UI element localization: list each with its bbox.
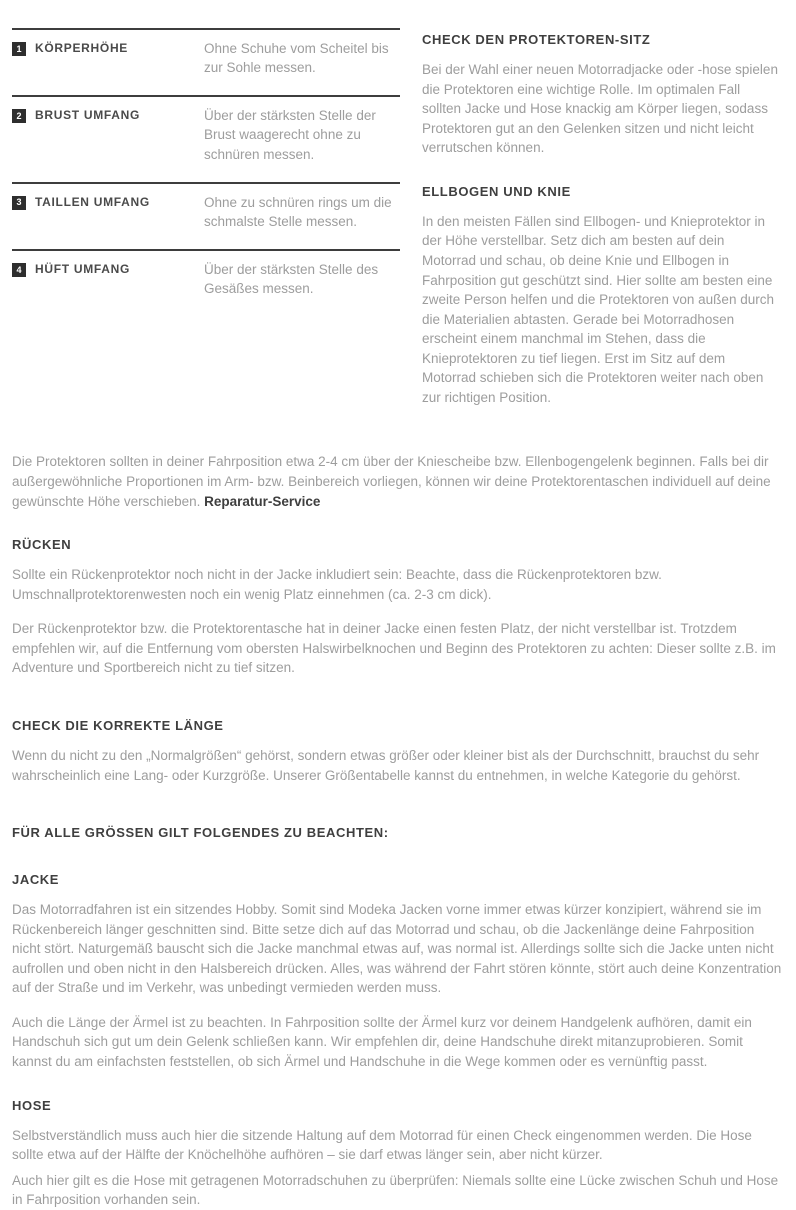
table-row bbox=[12, 249, 400, 316]
protektoren-sitz-paragraph: Bei der Wahl einer neuen Motorradjacke oder -hose spielen die Protektoren eine wichtige Rolle. Im optimalen Fall sollten Jacke und Hose knackig am Körper liegen, sodass Protektoren gut an den Gelenken sitzen und nicht leicht verrutschen können. bbox=[422, 62, 778, 156]
section-heading-alle-groessen: FÜR ALLE GRÖSSEN GILT FOLGENDES ZU BEACHTEN: bbox=[12, 825, 389, 841]
korrekte-laenge-paragraph: Wenn du nicht zu den „Normalgrößen“ gehörst, sondern etwas größer oder kleiner bist als der Durchschnitt, brauchst du sehr wahrscheinlich eine Lang- oder Kurzgröße. Unserer Größentabelle kannst du entnehmen, in welche Kategorie du gehörst. bbox=[12, 747, 760, 783]
jacke-paragraph-1: Das Motorradfahren ist ein sitzendes Hobby. Somit sind Modeka Jacken vorne immer etwas kürzer konzipiert, während sie im Rückenbereich länger geschnitten sind. Bitte setze dich auf das Motorrad und schau, ob die Jackenlänge deine Fahrposition nicht stört. Naturgemäß bauscht sich die Jacke manchmal etwas auf, was normal ist. Allerdings sollte sich die Jacke unten nicht aufrollen und oben nicht in den Halsbereich drücken. Alles, was während der Fahrt stören könnte, stört auch deine Konzentration auf der Straße und im Verkehr, was unbedingt vermieden werden muss. bbox=[12, 902, 782, 996]
measurement-description: Über der stärksten Stelle des Gesäßes messen. bbox=[204, 262, 379, 297]
measurement-label: KÖRPERHÖHE bbox=[35, 41, 129, 55]
section-heading-ellbogen-knie: ELLBOGEN UND KNIE bbox=[422, 183, 571, 199]
hose-paragraph-1: Selbstverständlich muss auch hier die sitzende Haltung auf dem Motorrad für einen Check eingenommen werden. Die Hose sollte etwa auf der Hälfte der Knöchelhöhe aufhören – sie darf etwas länger sein, aber nicht kürzer. bbox=[12, 1127, 752, 1163]
step-number-badge: 4 bbox=[12, 263, 26, 277]
measurement-table bbox=[12, 28, 400, 428]
measurement-description: Über der stärksten Stelle der Brust waagerecht ohne zu schnüren messen. bbox=[204, 108, 376, 162]
section-heading-hose: HOSE bbox=[12, 1097, 52, 1113]
repair-service-link[interactable]: Reparatur-Service bbox=[204, 493, 321, 509]
top-columns bbox=[12, 28, 782, 428]
measurement-title-cell bbox=[12, 39, 204, 77]
ruecken-paragraph-1: Sollte ein Rückenprotektor noch nicht in der Jacke inkludiert sein: Beachte, dass die Rückenprotektoren bzw. Umschnallprotektorenwesten noch ein wenig Platz einnehmen (ca. 2-3 cm dick). bbox=[12, 567, 662, 602]
section-heading-jacke: JACKE bbox=[12, 872, 60, 888]
hose-paragraph-2: Auch hier gilt es die Hose mit getragenen Motorradschuhen zu überprüfen: Niemals sollte eine Lücke zwischen Schuh und Hose in Fahrposition vorhanden sein. bbox=[12, 1172, 779, 1208]
table-row bbox=[12, 182, 400, 249]
section-heading-protektoren-sitz: CHECK DEN PROTEKTOREN-SITZ bbox=[422, 32, 651, 47]
step-number-badge: 2 bbox=[12, 109, 26, 123]
protector-position-text: Die Protektoren sollten in deiner Fahrposition etwa 2-4 cm über der Kniescheibe bzw. Ellenbogengelenk beginnen. Falls bei dir außergewöhnliche Proportionen im Arm- bzw. Beinbereich vorliegen, können wir deine Protektorentaschen individuell auf deine gewünschte Höhe verschieben. bbox=[12, 454, 771, 509]
measurement-label: HÜFT UMFANG bbox=[35, 262, 131, 277]
table-row bbox=[12, 95, 400, 181]
ruecken-paragraph-2: Der Rückenprotektor bzw. die Protektorentasche hat in deiner Jacke einen festen Platz, der nicht verstellbar ist. Trotzdem empfehlen wir, auf die Entfernung vom obersten Halswirbelknochen und Beginn des Protektoren zu achten: Dieser sollte z.B. im Adventure und Sportbereich nicht zu tief sitzen. bbox=[12, 621, 776, 676]
measurement-title-cell bbox=[12, 106, 204, 163]
measurement-description: Ohne Schuhe vom Scheitel bis zur Sohle messen. bbox=[204, 41, 389, 76]
step-number-badge: 3 bbox=[12, 196, 26, 210]
ellbogen-knie-paragraph: In den meisten Fällen sind Ellbogen- und Knieprotektor in der Höhe verstellbar. Setz dich am besten auf dein Motorrad und schau, ob deine Knie und Ellbogen in Fahrposition gut geschützt sind. Hier sollte am besten eine zweite Person helfen und die Protektoren von außen durch die Materialien abtasten. Gerade bei Motorradhosen erscheint einem manchmal im Stehen, dass die Knieprotektoren zu tief liegen. Erst im Sitz auf dem Motorrad schieben sich die Protektoren weiter nach oben zur richtigen Position. bbox=[422, 213, 774, 405]
protector-fit-column bbox=[422, 28, 782, 428]
section-heading-ruecken: RÜCKEN bbox=[12, 537, 72, 553]
jacke-paragraph-2: Auch die Länge der Ärmel ist zu beachten. In Fahrposition sollte der Ärmel kurz vor deinem Handgelenk aufhören, damit ein Handschuh sich gut um dein Gelenk schließen kann. Wir empfehlen dir, deine Handschuhe direkt mitanzuprobieren. Somit kannst du am einfachsten feststellen, ob sich Ärmel und Handschuhe in die Wege kommen oder es vernünftig passt. bbox=[12, 1014, 752, 1069]
measurement-label: TAILLEN UMFANG bbox=[35, 194, 150, 209]
section-heading-korrekte-laenge: CHECK DIE KORREKTE LÄNGE bbox=[12, 717, 224, 733]
measurement-description: Ohne zu schnüren rings um die schmalste Stelle messen. bbox=[204, 194, 392, 229]
step-number-badge: 1 bbox=[12, 42, 26, 56]
measurement-title-cell bbox=[12, 193, 204, 231]
protector-position-note bbox=[12, 452, 782, 511]
measurement-label: BRUST UMFANG bbox=[35, 108, 141, 123]
measurement-title-cell bbox=[12, 260, 204, 298]
table-row bbox=[12, 28, 400, 95]
